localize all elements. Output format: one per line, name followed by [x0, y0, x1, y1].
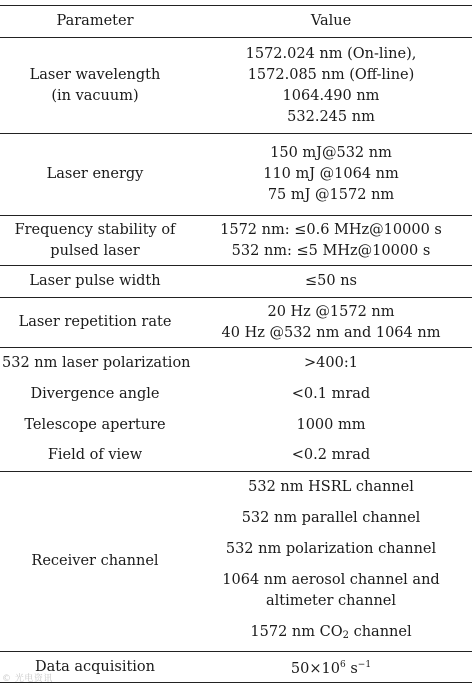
header-value: Value: [310, 13, 352, 29]
value-cell: ≤50 ns: [305, 273, 357, 289]
value-text: 40 Hz @532 nm and 1064 nm: [221, 324, 441, 341]
table-row: [0, 266, 472, 298]
table-row: [0, 38, 472, 134]
value-cell: >400:1: [304, 354, 358, 371]
value-text: 1572.085 nm (Off-line): [247, 66, 415, 83]
param-cell: [0, 134, 190, 216]
param-cell: Divergence angle: [30, 385, 160, 402]
value-cell: [190, 472, 472, 652]
value-text: 75 mJ @1572 nm: [267, 187, 395, 203]
value-text: 1572.024 nm (On-line),: [245, 45, 417, 62]
param-cell: 532 nm laser polarization: [2, 354, 191, 371]
value-text-co2: 1572 nm $CO_2$ channel: [250, 624, 412, 641]
table-header-row: [0, 6, 472, 38]
param-text: Frequency stability of: [14, 221, 176, 238]
param-cell: [0, 38, 190, 134]
param-text: pulsed laser: [50, 242, 140, 259]
header-parameter: Parameter: [56, 13, 134, 29]
value-text: 1064 nm aerosol channel and altimeter channel: [222, 572, 440, 609]
table-row: [0, 216, 472, 266]
value-cell: <0.1 mrad: [291, 385, 371, 402]
param-cell: Data acquisition: [35, 658, 155, 675]
table-row: [0, 441, 472, 472]
value-cell: [190, 298, 472, 348]
param-cell: Receiver channel: [31, 553, 159, 569]
value-text: 1064.490 nm: [282, 87, 380, 104]
value-text: 150 mJ@532 nm: [270, 145, 392, 161]
value-text: 532 nm polarization channel: [225, 541, 437, 557]
param-cell: Laser pulse width: [29, 273, 161, 289]
value-text: 532 nm HSRL channel: [248, 479, 414, 495]
param-text: (in vacuum): [51, 87, 139, 104]
value-text: 110 mJ @1064 nm: [263, 166, 399, 182]
param-cell: Telescope aperture: [24, 416, 166, 433]
table-row: [0, 348, 472, 379]
value-cell: [190, 216, 472, 266]
table-row: [0, 379, 472, 410]
value-text: 20 Hz @1572 nm: [267, 303, 395, 320]
param-cell: Field of view: [47, 447, 143, 464]
table-row: [0, 652, 472, 683]
parameter-table: [0, 5, 472, 683]
param-text: Laser wavelength: [29, 66, 161, 83]
param-cell: Laser repetition rate: [18, 314, 172, 330]
value-text: 1572 nm: ≤0.6 MHz@10000 s: [220, 221, 442, 238]
param-text: Laser energy: [46, 166, 144, 182]
value-text: 532 nm parallel channel: [241, 510, 421, 526]
value-cell: [190, 134, 472, 216]
param-cell: [0, 216, 190, 266]
table-row: [0, 298, 472, 348]
table-row: [0, 410, 472, 441]
table-row: [0, 134, 472, 216]
value-cell: $50\times 10^6$ $s^{-1}$: [290, 659, 372, 677]
value-text: 532.245 nm: [287, 108, 375, 125]
value-cell: <0.2 mrad: [291, 447, 371, 464]
value-cell: [190, 38, 472, 134]
table-row: [0, 472, 472, 652]
value-text: 532 nm: ≤5 MHz@10000 s: [231, 242, 431, 259]
watermark: © 光电资讯: [2, 674, 53, 684]
value-cell: 1000 mm: [296, 416, 366, 433]
